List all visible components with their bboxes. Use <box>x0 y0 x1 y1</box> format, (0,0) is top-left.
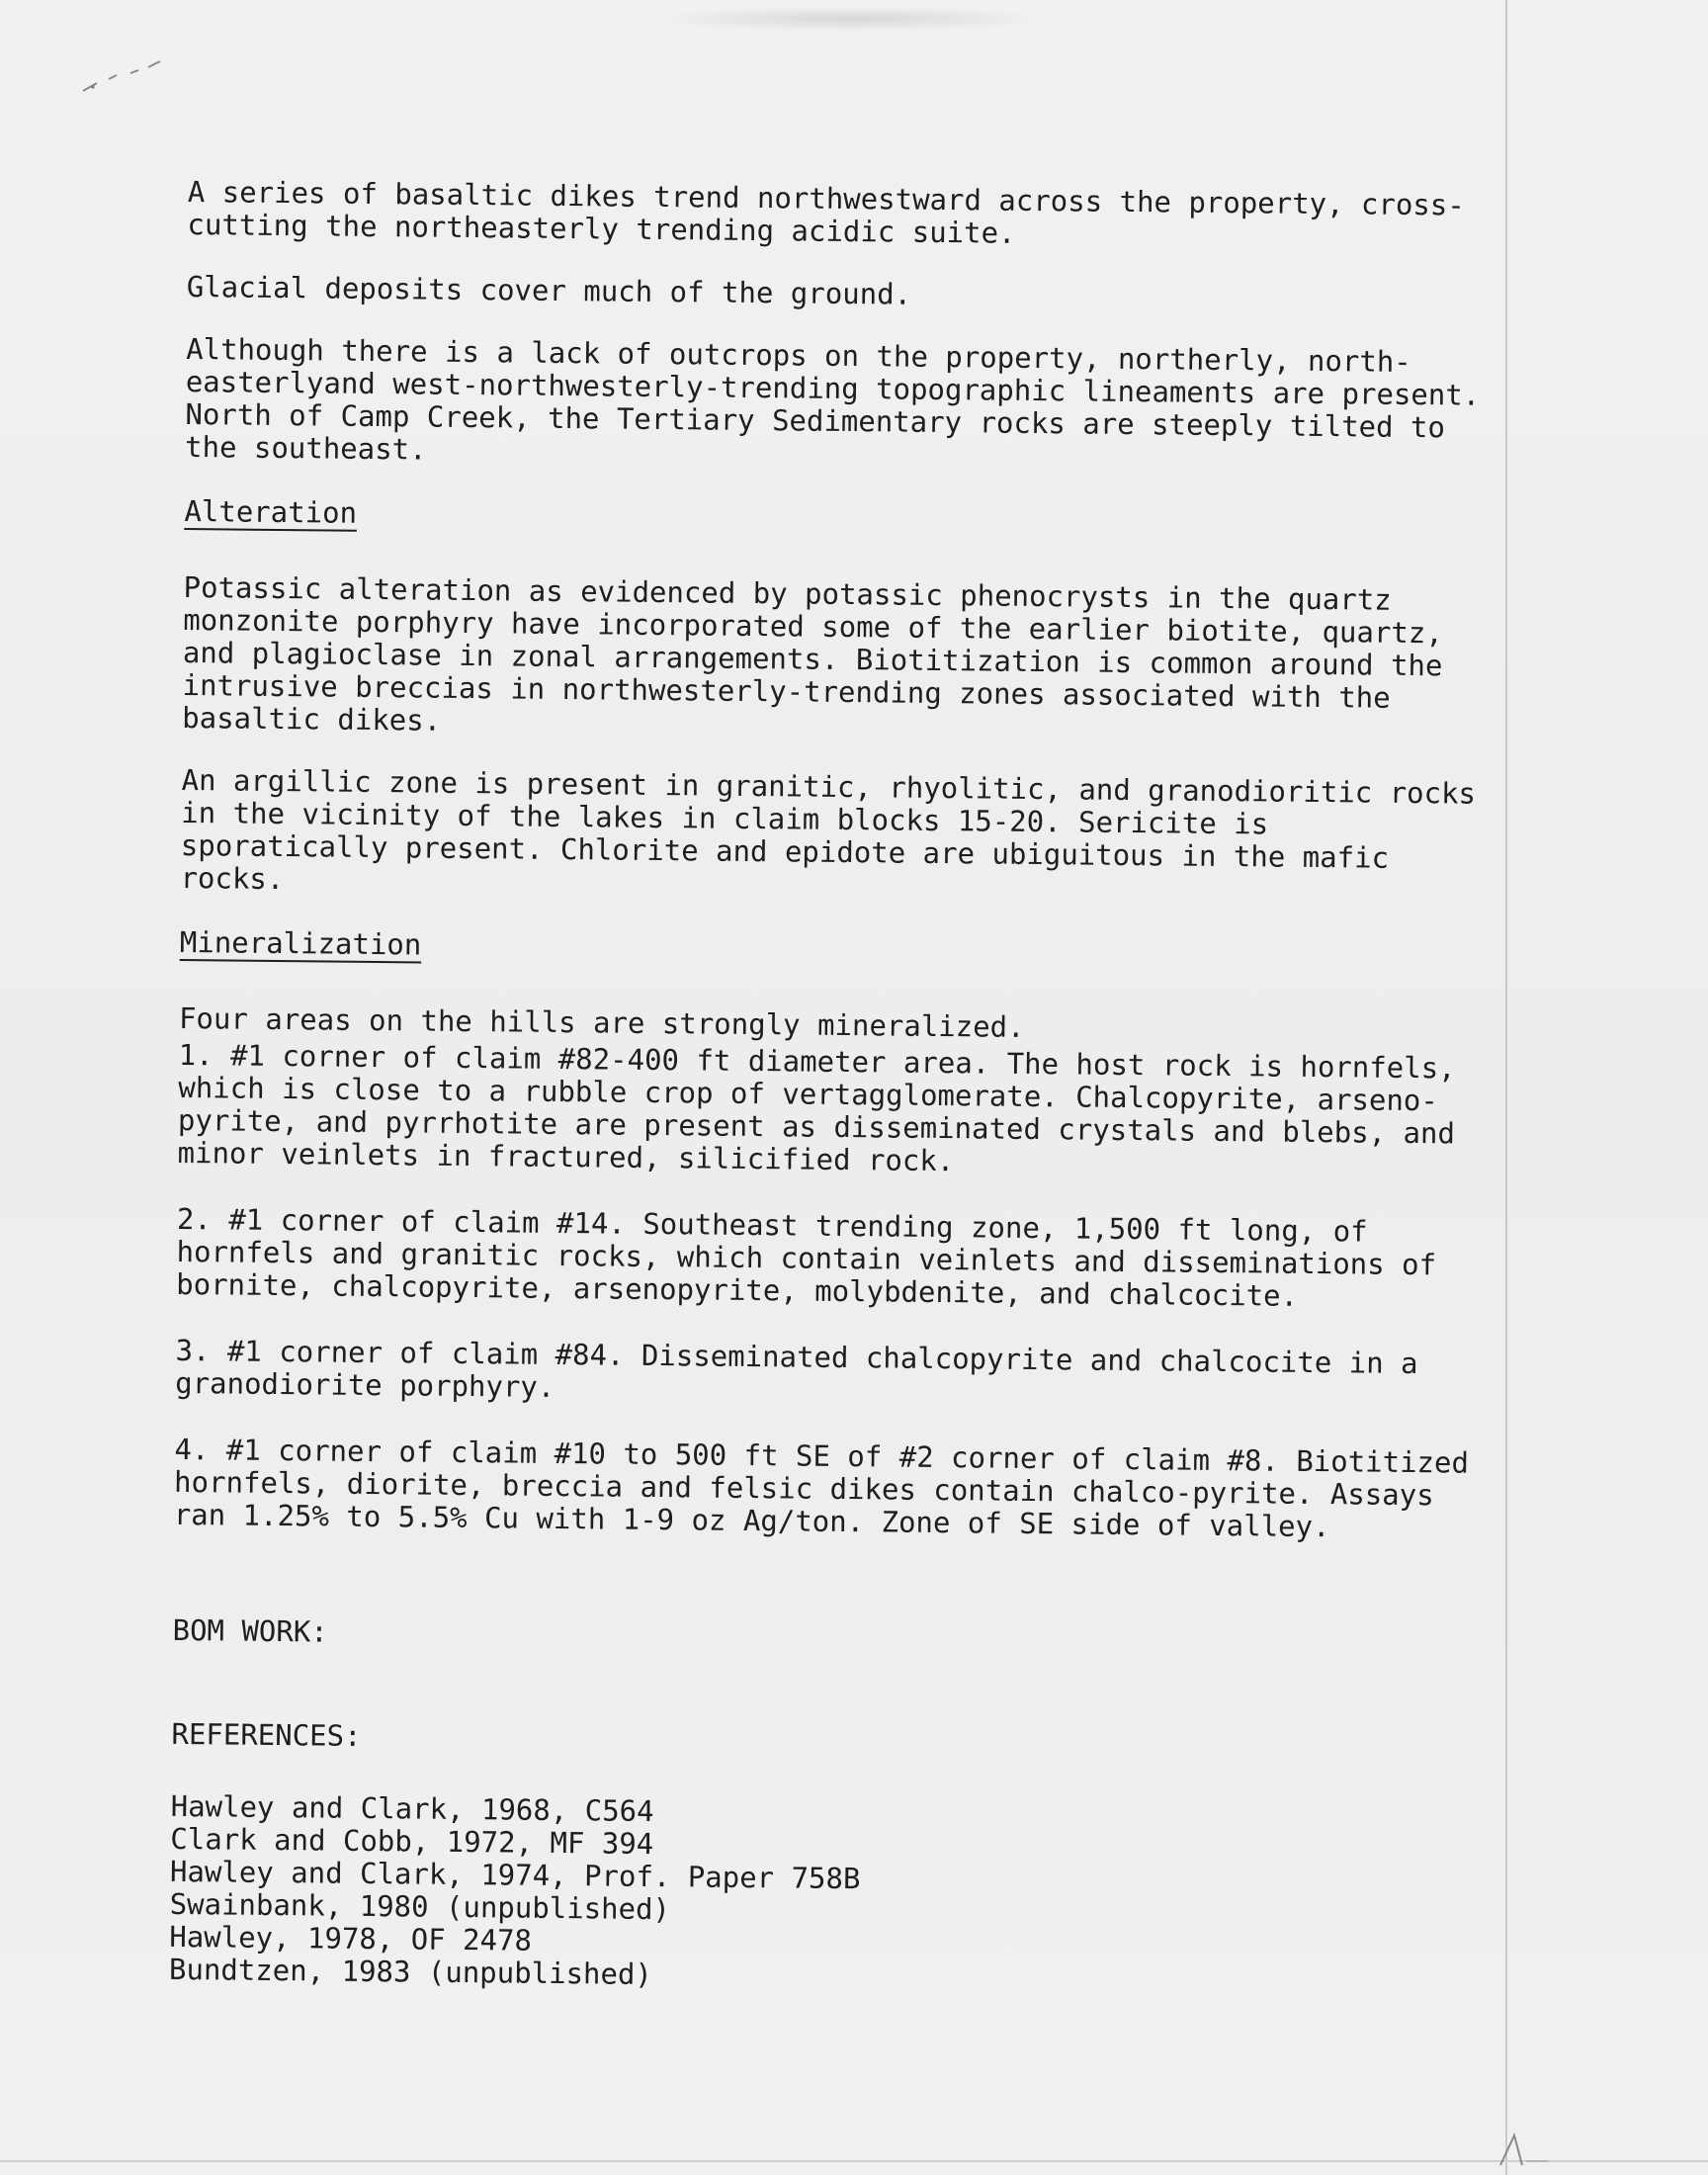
references-list <box>169 1790 1476 2000</box>
geology-paragraph-dikes: A series of basaltic dikes trend northwestward across the property, cross-cutting the northeasterly trending acidic suite. <box>187 175 1465 250</box>
pencil-mark-top-left <box>79 40 168 99</box>
alteration-heading: Alteration <box>184 493 358 530</box>
geology-paragraph-glacial: Glacial deposits cover much of the ground. <box>186 269 912 311</box>
mineralization-item-1: 1. #1 corner of claim #82-400 ft diameter area. The host rock is hornfels, which is close to a rubble crop of vertagglomerate. Chalcopyrite, arseno-pyrite, and pyrrhotite are present as disseminated crystals and blebs, and minor veinlets in fractured, silicified rock. <box>177 1037 1456 1178</box>
mineralization-item-2: 2. #1 corner of claim #14. Southeast trending zone, 1,500 ft long, of hornfels and granitic rocks, which contain veinlets and disseminations of bornite, chalcopyrite, arsenopyrite, molybdenite, and chalcocite. <box>176 1201 1437 1313</box>
pencil-mark-bottom-right <box>1493 2126 1552 2170</box>
page-edge-bottom <box>0 2160 1708 2162</box>
bom-work-label: BOM WORK: <box>172 1612 328 1649</box>
mineralization-intro: Four areas on the hills are strongly mineralized. <box>178 1000 1025 1044</box>
reference-item: Swainbank, 1980 (unpublished) <box>169 1886 671 1927</box>
reference-item: Hawley and Clark, 1974, Prof. Paper 758B <box>169 1854 861 1896</box>
document-body <box>169 176 1493 2000</box>
mineralization-heading: Mineralization <box>179 924 422 962</box>
scan-smudge <box>652 6 1048 32</box>
alteration-paragraph-argillic: An argillic zone is present in granitic, rhyolitic, and granodioritic rocks in the vicinity of the lakes in claim blocks 15-20. Sericite is sporatically present. Chlorite and epidote are ubiguitous in the mafic rocks. <box>180 762 1477 897</box>
page-edge-right <box>1505 0 1507 2175</box>
geology-paragraph-lineaments: Although there is a lack of outcrops on the property, northerly, north-easterlyand west-northwesterly-trending topographic lineaments are present. North of Camp Creek, the Tertiary Sedimentary rocks are steeply tilted to the southeast. <box>184 331 1481 467</box>
reference-item: Hawley, 1978, OF 2478 <box>169 1919 533 1958</box>
reference-item: Hawley and Clark, 1968, C564 <box>170 1788 654 1829</box>
alteration-paragraph-potassic: Potassic alteration as evidenced by potassic phenocrysts in the quartz monzonite porphyry have incorporated some of the earlier biotite, quartz, and plagioclase in zonal arrangements. Biotitization is common around the intrusive breccias in northwesterly-trending zones associated with the basaltic dikes. <box>182 569 1443 738</box>
reference-item: Clark and Cobb, 1972, MF 394 <box>170 1821 654 1862</box>
mineralization-item-3: 3. #1 corner of claim #84. Disseminated chalcopyrite and chalcocite in a granodiorite porphyry. <box>175 1333 1418 1404</box>
references-label: REFERENCES: <box>171 1716 362 1753</box>
reference-item: Bundtzen, 1983 (unpublished) <box>168 1952 653 1992</box>
mineralization-item-4: 4. #1 corner of claim #10 to 500 ft SE of #2 corner of claim #8. Biotitized hornfels, diorite, breccia and felsic dikes contain chalco-pyrite. Assays ran 1.25% to 5.5% Cu with 1-9 oz Ag/ton. Zone of SE side of valley. <box>173 1432 1470 1544</box>
